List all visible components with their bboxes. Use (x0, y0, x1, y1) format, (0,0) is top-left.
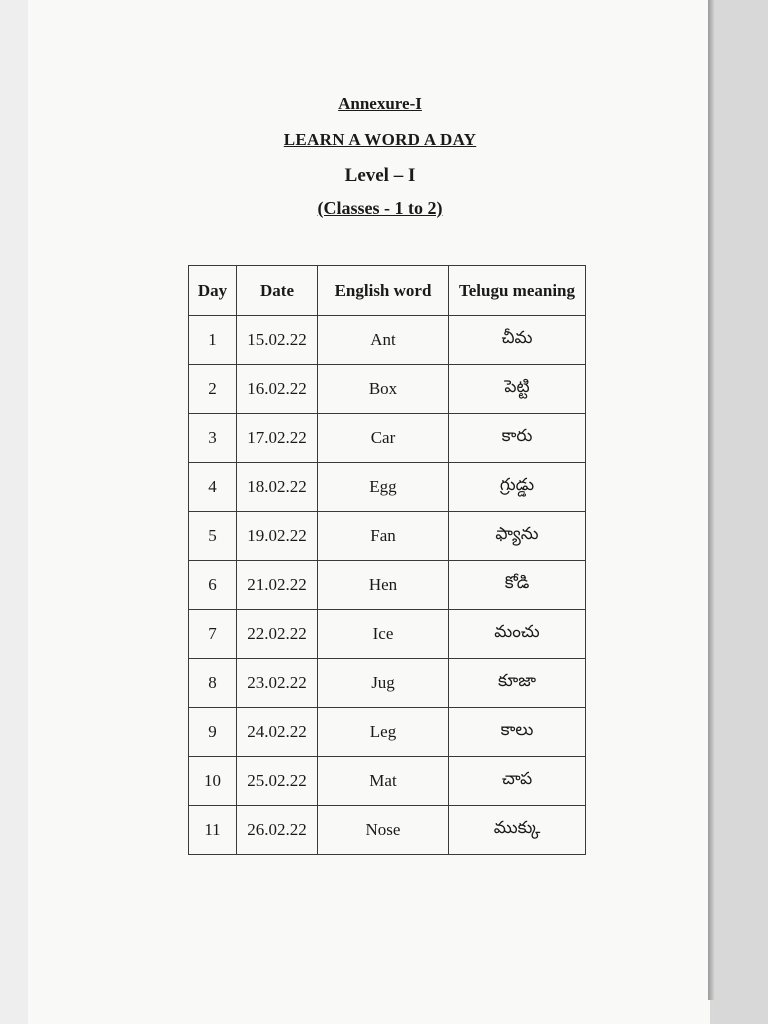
table-row (189, 561, 586, 610)
day-cell: 5 (189, 512, 237, 561)
english-word-cell: Hen (318, 561, 449, 610)
english-word-cell: Nose (318, 806, 449, 855)
telugu-meaning-cell: పెట్టి (449, 365, 586, 414)
english-word-cell: Leg (318, 708, 449, 757)
day-cell: 8 (189, 659, 237, 708)
scan-margin-right (714, 0, 768, 1024)
column-header-telugu-meaning: Telugu meaning (449, 266, 586, 316)
table-row (189, 659, 586, 708)
column-header-day: Day (189, 266, 237, 316)
table-row (189, 365, 586, 414)
day-cell: 6 (189, 561, 237, 610)
english-word-cell: Ant (318, 316, 449, 365)
classes-heading: (Classes - 1 to 2) (317, 198, 443, 218)
date-cell: 24.02.22 (237, 708, 318, 757)
english-word-cell: Box (318, 365, 449, 414)
day-cell: 10 (189, 757, 237, 806)
english-word-cell: Jug (318, 659, 449, 708)
date-cell: 25.02.22 (237, 757, 318, 806)
date-cell: 23.02.22 (237, 659, 318, 708)
document-title: LEARN A WORD A DAY (283, 130, 477, 149)
english-word-cell: Mat (318, 757, 449, 806)
word-table (188, 265, 586, 855)
table-row (189, 414, 586, 463)
day-cell: 9 (189, 708, 237, 757)
telugu-meaning-cell: ముక్కు (449, 806, 586, 855)
table-row (189, 806, 586, 855)
english-word-cell: Egg (318, 463, 449, 512)
telugu-meaning-cell: మంచు (449, 610, 586, 659)
date-cell: 19.02.22 (237, 512, 318, 561)
telugu-meaning-cell: కాలు (449, 708, 586, 757)
date-cell: 18.02.22 (237, 463, 318, 512)
telugu-meaning-cell: చీమ (449, 316, 586, 365)
date-cell: 16.02.22 (237, 365, 318, 414)
day-cell: 1 (189, 316, 237, 365)
table-row (189, 610, 586, 659)
telugu-meaning-cell: కోడి (449, 561, 586, 610)
english-word-cell: Fan (318, 512, 449, 561)
annexure-heading: Annexure-I (338, 94, 422, 113)
date-cell: 26.02.22 (237, 806, 318, 855)
date-cell: 17.02.22 (237, 414, 318, 463)
day-cell: 4 (189, 463, 237, 512)
telugu-meaning-cell: కారు (449, 414, 586, 463)
table-row (189, 463, 586, 512)
table-row (189, 512, 586, 561)
table-row (189, 757, 586, 806)
column-header-date: Date (237, 266, 318, 316)
date-cell: 22.02.22 (237, 610, 318, 659)
column-header-english-word: English word (318, 266, 449, 316)
telugu-meaning-cell: ఫ్యాను (449, 512, 586, 561)
day-cell: 2 (189, 365, 237, 414)
day-cell: 7 (189, 610, 237, 659)
day-cell: 3 (189, 414, 237, 463)
date-cell: 21.02.22 (237, 561, 318, 610)
table-row (189, 708, 586, 757)
table-row (189, 316, 586, 365)
scan-margin-left (0, 0, 30, 1024)
telugu-meaning-cell: గ్రుడ్డు (449, 463, 586, 512)
telugu-meaning-cell: కూజా (449, 659, 586, 708)
english-word-cell: Car (318, 414, 449, 463)
table-header-row (189, 266, 586, 316)
day-cell: 11 (189, 806, 237, 855)
telugu-meaning-cell: చాప (449, 757, 586, 806)
english-word-cell: Ice (318, 610, 449, 659)
date-cell: 15.02.22 (237, 316, 318, 365)
level-heading: Level – I (344, 165, 416, 186)
